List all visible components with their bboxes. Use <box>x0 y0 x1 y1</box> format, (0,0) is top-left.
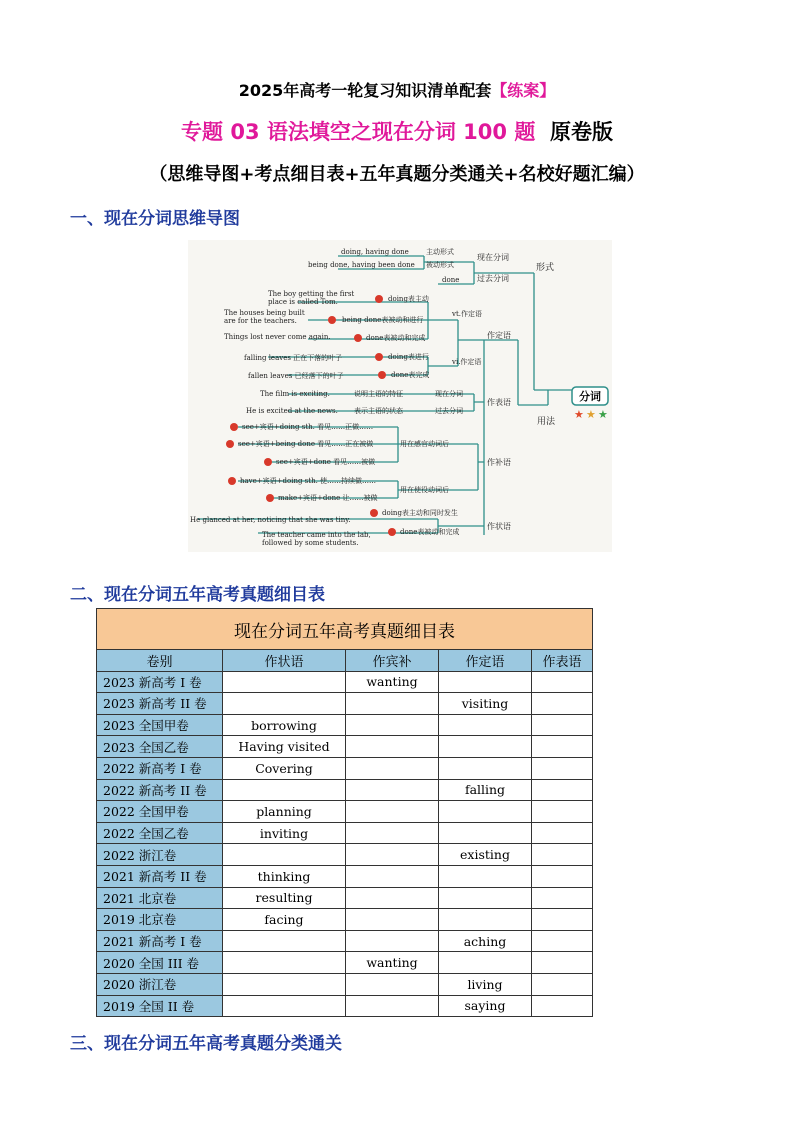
paper-name-cell: 2023 新高考 I 卷 <box>97 671 223 693</box>
attr-tag-2: being done表被动和进行 <box>342 316 424 324</box>
answer-cell: facing <box>223 909 346 931</box>
answer-cell: Covering <box>223 757 346 779</box>
comp-example-1: see+宾语+doing sth. 看见……正做…… <box>242 423 374 431</box>
answer-cell <box>223 844 346 866</box>
answer-cell <box>439 887 532 909</box>
table-row <box>97 693 593 715</box>
answer-cell <box>346 801 439 823</box>
usage-label: 用法 <box>537 417 556 427</box>
version-tag: 原卷版 <box>549 120 613 144</box>
comp-label: 作补语 <box>487 458 511 467</box>
attr-example-2b: are for the teachers. <box>224 317 297 325</box>
answer-cell <box>439 757 532 779</box>
paper-name-cell: 2019 全国 II 卷 <box>97 995 223 1017</box>
answer-cell <box>439 865 532 887</box>
paper-name-cell: 2021 新高考 II 卷 <box>97 865 223 887</box>
comp-example-5: make+宾语+done 让……被做 <box>278 494 378 502</box>
vi-tag-2: done表完成 <box>391 371 430 379</box>
answer-cell <box>439 822 532 844</box>
table-row <box>97 801 593 823</box>
answer-cell: visiting <box>439 693 532 715</box>
answer-cell <box>532 973 593 995</box>
answer-cell <box>439 801 532 823</box>
star-icon: ★ <box>574 408 584 421</box>
answer-cell: falling <box>439 779 532 801</box>
adv-example-2a: The teacher came into the lab, <box>262 531 371 539</box>
answer-cell: borrowing <box>223 714 346 736</box>
answer-cell <box>532 736 593 758</box>
answer-cell <box>532 714 593 736</box>
answer-cell <box>346 779 439 801</box>
doc-subtitle: （思维导图+考点细目表+五年真题分类通关+名校好题汇编） <box>149 164 645 185</box>
table-row <box>97 671 593 693</box>
answer-cell <box>532 801 593 823</box>
table-row <box>97 995 593 1017</box>
answer-cell <box>223 779 346 801</box>
vi-attr: vi.作定语 <box>452 358 482 366</box>
comp-tag-2: 用在使役动词后 <box>400 486 449 494</box>
paper-name-cell: 2022 全国甲卷 <box>97 801 223 823</box>
paper-name-cell: 2022 新高考 I 卷 <box>97 757 223 779</box>
col-header: 作宾补 <box>346 650 439 672</box>
adv-example-1: He glanced at her, noticing that she was tiny. <box>190 516 351 524</box>
active-form: doing, having done <box>341 248 409 256</box>
answer-cell: aching <box>439 930 532 952</box>
answer-cell <box>532 693 593 715</box>
active-tag: 主动形式 <box>426 248 454 256</box>
pred-tag-2: 表示主语的状态 <box>354 407 403 415</box>
answer-cell <box>346 844 439 866</box>
table-row <box>97 757 593 779</box>
answer-cell <box>439 714 532 736</box>
answer-cell <box>532 844 593 866</box>
answer-cell <box>346 995 439 1017</box>
comp-example-3: see+宾语+done 看见……被做 <box>276 458 376 466</box>
answer-cell: wanting <box>346 671 439 693</box>
title-tag: 【练案】 <box>491 81 556 100</box>
answer-cell <box>346 736 439 758</box>
attr-example-3: Things lost never come again. <box>224 333 331 341</box>
table-row <box>97 714 593 736</box>
answer-cell <box>346 865 439 887</box>
answer-cell: saying <box>439 995 532 1017</box>
answer-cell <box>532 887 593 909</box>
answer-cell <box>439 736 532 758</box>
mind-map <box>188 240 612 552</box>
table-row <box>97 865 593 887</box>
table-row <box>97 909 593 931</box>
answer-cell <box>346 930 439 952</box>
col-header: 作状语 <box>223 650 346 672</box>
answer-cell: Having visited <box>223 736 346 758</box>
present-label: 现在分词 <box>477 253 509 262</box>
attr-tag-1: doing表主动 <box>388 295 429 303</box>
pred-kind-2: 过去分词 <box>435 407 463 415</box>
table-row <box>97 973 593 995</box>
exam-table <box>96 608 593 1017</box>
adv-example-2b: followed by some students. <box>262 539 359 547</box>
comp-example-4: have+宾语+doing sth. 使……持续做…… <box>240 477 377 485</box>
answer-cell <box>346 887 439 909</box>
passive-form: being done, having been done <box>308 261 415 269</box>
paper-name-cell: 2022 全国乙卷 <box>97 822 223 844</box>
paper-name-cell: 2020 浙江卷 <box>97 973 223 995</box>
comp-example-2: see+宾语+being done 看见……正在被做 <box>238 440 374 448</box>
answer-cell: living <box>439 973 532 995</box>
answer-cell <box>532 952 593 974</box>
table-caption: 现在分词五年高考真题细目表 <box>97 609 593 650</box>
answer-cell <box>346 693 439 715</box>
answer-cell <box>223 693 346 715</box>
adv-label: 作状语 <box>487 522 511 531</box>
answer-cell <box>223 973 346 995</box>
attr-label: 作定语 <box>487 331 511 340</box>
paper-name-cell: 2022 浙江卷 <box>97 844 223 866</box>
paper-name-cell: 2020 全国 III 卷 <box>97 952 223 974</box>
answer-cell: resulting <box>223 887 346 909</box>
table-row <box>97 952 593 974</box>
pred-kind-1: 现在分词 <box>435 390 463 398</box>
answer-cell <box>346 973 439 995</box>
table-row <box>97 887 593 909</box>
vi-tag-1: doing表进行 <box>388 353 429 361</box>
answer-cell <box>346 909 439 931</box>
answer-cell: wanting <box>346 952 439 974</box>
pred-tag-1: 说明主语的特征 <box>354 390 403 398</box>
answer-cell <box>532 671 593 693</box>
paper-name-cell: 2021 北京卷 <box>97 887 223 909</box>
answer-cell <box>346 757 439 779</box>
section-heading-practice: 三、现在分词五年高考真题分类通关 <box>70 1034 342 1054</box>
attr-example-2a: The houses being built <box>224 309 305 317</box>
answer-cell <box>223 952 346 974</box>
paper-name-cell: 2023 全国甲卷 <box>97 714 223 736</box>
answer-cell <box>223 995 346 1017</box>
answer-cell <box>532 865 593 887</box>
answer-cell <box>346 714 439 736</box>
vi-example-1: falling leaves 正在下落的叶子 <box>244 354 343 362</box>
answer-cell <box>439 909 532 931</box>
doc-title-line1 <box>0 78 794 101</box>
answer-cell <box>439 952 532 974</box>
section-heading-mindmap: 一、现在分词思维导图 <box>70 209 240 229</box>
answer-cell <box>532 930 593 952</box>
paper-name-cell: 2019 北京卷 <box>97 909 223 931</box>
table-row <box>97 736 593 758</box>
adv-tag-1: doing表主动和同时发生 <box>382 509 458 517</box>
section-heading-table: 二、现在分词五年高考真题细目表 <box>70 585 325 605</box>
comp-tag-1: 用在感官动词后 <box>400 440 449 448</box>
answer-cell <box>532 995 593 1017</box>
answer-cell <box>532 757 593 779</box>
col-header: 作定语 <box>439 650 532 672</box>
pred-example-1: The film is exciting. <box>260 390 330 398</box>
title-main: 2025年高考一轮复习知识清单配套 <box>238 81 492 100</box>
paper-name-cell: 2021 新高考 I 卷 <box>97 930 223 952</box>
attr-example-1a: The boy getting the first <box>268 290 355 298</box>
passive-tag: 被动形式 <box>426 261 454 269</box>
paper-name-cell: 2022 新高考 II 卷 <box>97 779 223 801</box>
table-row <box>97 779 593 801</box>
table-row <box>97 930 593 952</box>
answer-cell <box>223 930 346 952</box>
attr-tag-3: done表被动和完成 <box>366 334 426 342</box>
answer-cell <box>532 822 593 844</box>
past-label: 过去分词 <box>477 274 509 283</box>
answer-cell: existing <box>439 844 532 866</box>
forms-label: 形式 <box>536 263 555 273</box>
answer-cell <box>223 671 346 693</box>
answer-cell: planning <box>223 801 346 823</box>
done-form: done <box>442 276 460 284</box>
center-node: 分词 <box>579 390 601 403</box>
table-row <box>97 844 593 866</box>
vi-example-2: fallen leaves 已经落下的叶子 <box>248 372 344 380</box>
answer-cell <box>532 779 593 801</box>
answer-cell: inviting <box>223 822 346 844</box>
paper-name-cell: 2023 新高考 II 卷 <box>97 693 223 715</box>
attr-example-1b: place is called Tom. <box>268 298 338 306</box>
answer-cell <box>532 909 593 931</box>
answer-cell <box>439 671 532 693</box>
table-row <box>97 822 593 844</box>
topic-title: 专题 03 语法填空之现在分词 100 题 <box>181 120 536 144</box>
doc-title-line2 <box>0 116 794 146</box>
pred-example-2: He is excited at the news. <box>246 407 338 415</box>
answer-cell <box>346 822 439 844</box>
paper-name-cell: 2023 全国乙卷 <box>97 736 223 758</box>
answer-cell: thinking <box>223 865 346 887</box>
col-header: 卷别 <box>97 650 223 672</box>
col-header: 作表语 <box>532 650 593 672</box>
adv-tag-2: done表被动和完成 <box>400 528 460 536</box>
pred-label: 作表语 <box>487 398 511 407</box>
vt-attr: vt.作定语 <box>452 310 482 318</box>
star-icon: ★ <box>586 408 596 421</box>
table-header-row <box>97 650 593 672</box>
star-icon: ★ <box>598 408 608 421</box>
